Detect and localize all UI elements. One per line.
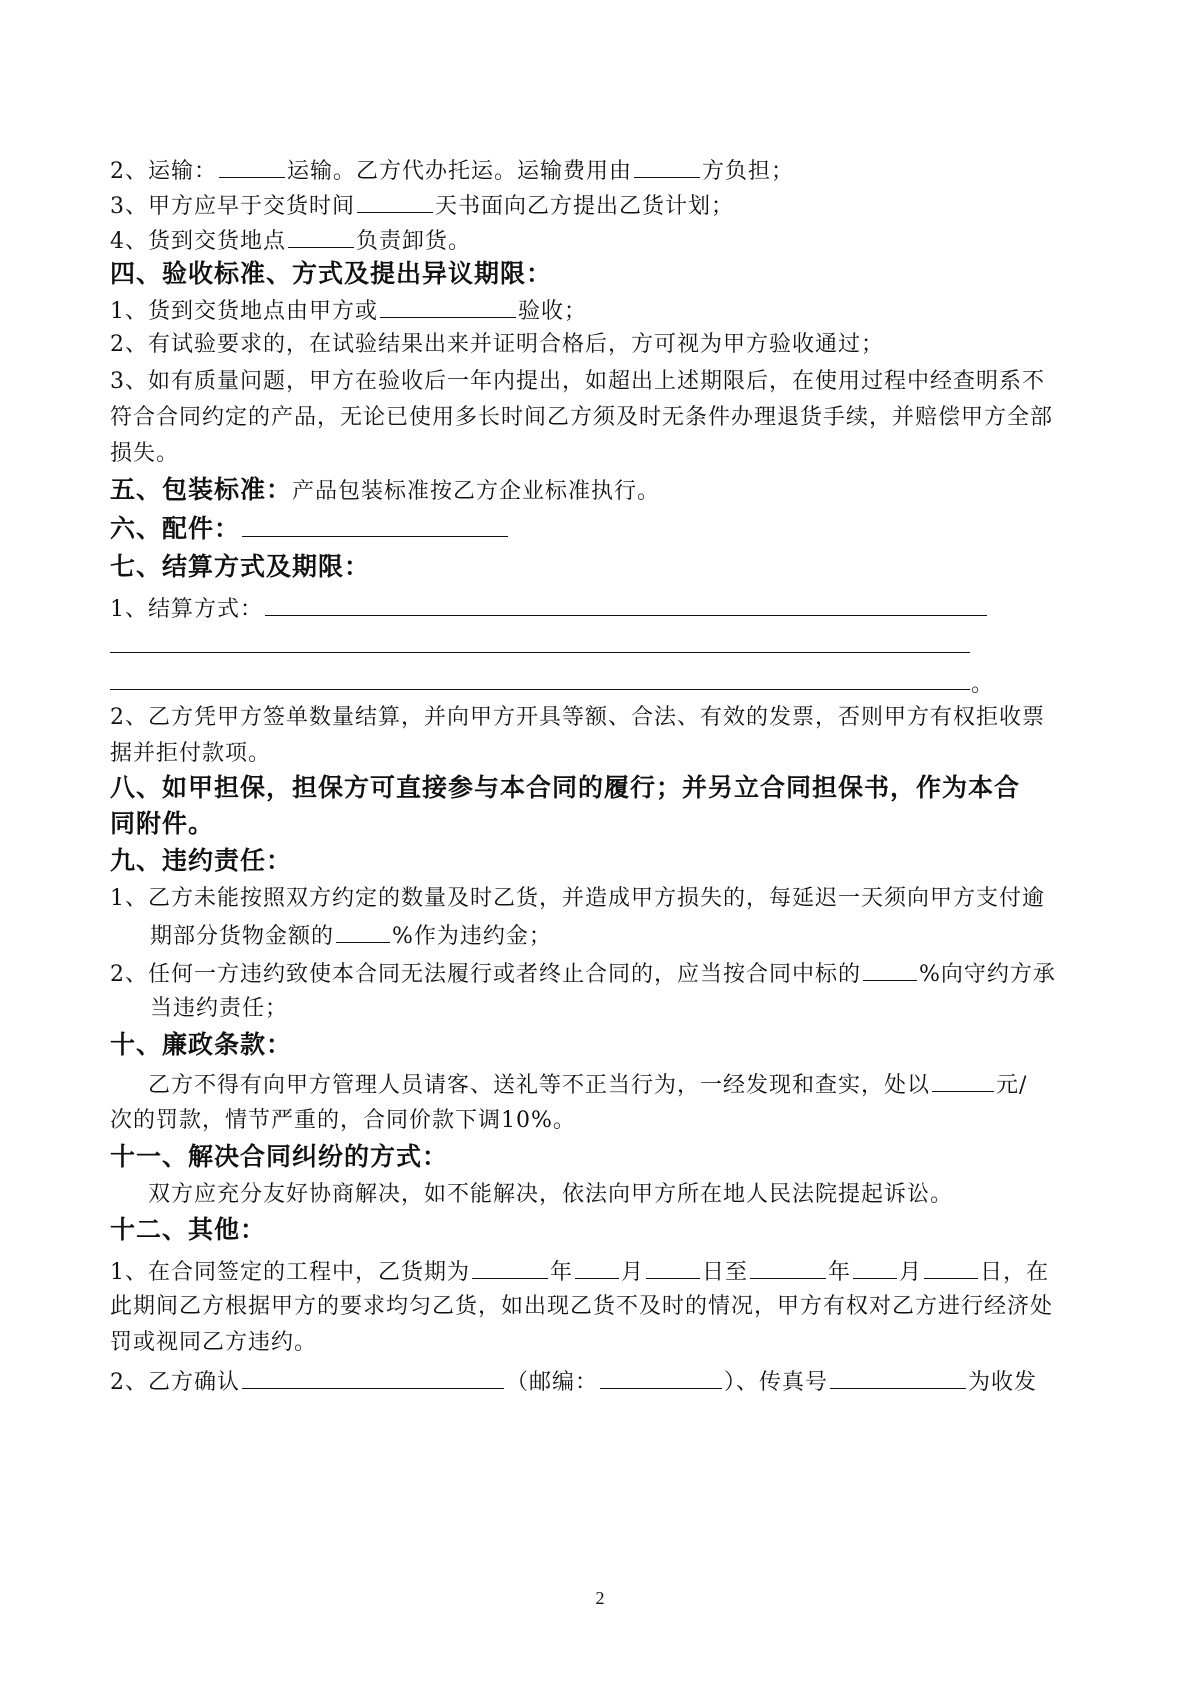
- blank-days-ahead[interactable]: [357, 190, 433, 213]
- blank-transport-mode[interactable]: [219, 155, 285, 178]
- clause-breach-line2: 当违约责任；: [150, 996, 289, 1021]
- clause-quality-line2: 符合合同约定的产品，无论已使用多长时间乙方须及时无条件办理退货手续，并赔偿甲方全部: [110, 405, 1054, 430]
- blank-end-year[interactable]: [750, 1256, 826, 1279]
- settlement-period: 。: [971, 672, 995, 697]
- heading-liability: 九、违约责任：: [110, 846, 293, 875]
- blank-end-day[interactable]: [924, 1256, 978, 1279]
- clause-delivery-period-line2: 此期间乙方根据甲方的要求均匀乙货，如出现乙货不及时的情况，甲方有权对乙方进行经济处: [110, 1294, 1054, 1319]
- heading-settlement: 七、结算方式及期限：: [110, 552, 371, 581]
- heading-guarantee-line2: 同附件。: [110, 809, 215, 838]
- clause-invoice-line2: 据并拒付款项。: [110, 741, 272, 766]
- packaging-text: 产品包装标准按乙方企业标准执行。: [292, 479, 661, 504]
- blank-start-year[interactable]: [472, 1256, 548, 1279]
- clause-confirmation: 2、乙方确认 （邮编： ）、传真号 为收发: [110, 1366, 1037, 1398]
- heading-accessories: 六、配件：: [110, 513, 510, 545]
- blank-address[interactable]: [242, 1366, 504, 1389]
- clause-integrity-line2: 次的罚款，情节严重的，合同价款下调10%。: [110, 1108, 576, 1133]
- clause-transport: 2、运输： 运输。乙方代办托运。运输费用由 方负担；: [110, 155, 794, 187]
- clause-invoice-line1: 2、乙方凭甲方签单数量结算，并向甲方开具等额、合法、有效的发票，否则甲方有权拒收票: [110, 705, 1046, 730]
- blank-unloader[interactable]: [288, 225, 354, 248]
- clause-delivery-plan: 3、甲方应早于交货时间 天书面向乙方提出乙货计划；: [110, 190, 734, 222]
- clause-dispute: 双方应充分友好协商解决，如不能解决，依法向甲方所在地人民法院提起诉讼。: [148, 1182, 954, 1207]
- clause-delay-line1: 1、乙方未能按照双方约定的数量及时乙货，并造成甲方损失的，每延迟一天须向甲方支付逾: [110, 886, 1046, 911]
- blank-start-day[interactable]: [646, 1256, 700, 1279]
- heading-other: 十二、其他：: [110, 1215, 267, 1244]
- clause-acceptance-party: 1、货到交货地点由甲方或 验收；: [110, 295, 587, 327]
- clause-delivery-period-line3: 罚或视同乙方违约。: [110, 1330, 318, 1355]
- clause-quality-line1: 3、如有质量问题，甲方在验收后一年内提出，如超出上述期限后，在使用过程中经查明系不: [110, 369, 1046, 394]
- clause-delay-line2: 期部分货物金额的 %作为违约金；: [150, 920, 552, 952]
- blank-settlement-line3[interactable]: [110, 689, 970, 690]
- blank-start-month[interactable]: [575, 1256, 619, 1279]
- blank-end-month[interactable]: [853, 1256, 897, 1279]
- heading-acceptance: 四、验收标准、方式及提出异议期限：: [110, 259, 553, 288]
- blank-freight-payer[interactable]: [634, 155, 700, 178]
- clause-breach-line1: 2、任何一方违约致使本合同无法履行或者终止合同的，应当按合同中标的 %向守约方承: [110, 958, 1056, 990]
- blank-accessories[interactable]: [242, 514, 508, 537]
- blank-delay-percent[interactable]: [336, 920, 390, 943]
- blank-settlement-line2[interactable]: [110, 652, 970, 653]
- clause-delivery-period-line1: 1、在合同签定的工程中，乙货期为 年 月 日至 年 月 日，在: [110, 1256, 1049, 1288]
- blank-fine-amount[interactable]: [932, 1069, 994, 1092]
- blank-postcode[interactable]: [600, 1366, 722, 1389]
- heading-guarantee-line1: 八、如甲担保，担保方可直接参与本合同的履行；并另立合同担保书，作为本合: [110, 773, 1021, 802]
- heading-integrity: 十、廉政条款：: [110, 1030, 293, 1059]
- heading-dispute: 十一、解决合同纠纷的方式：: [110, 1142, 449, 1171]
- clause-settlement-method: 1、结算方式：: [110, 593, 989, 625]
- clause-quality-line3: 损失。: [110, 441, 180, 466]
- heading-packaging: 五、包装标准：产品包装标准按乙方企业标准执行。: [110, 475, 661, 504]
- clause-integrity-line1: 乙方不得有向甲方管理人员请客、送礼等不正当行为，一经发现和查实，处以 元/: [148, 1069, 1027, 1101]
- clause-unloading: 4、货到交货地点 负责卸货。: [110, 225, 471, 257]
- page-number: 2: [595, 1588, 605, 1608]
- blank-fax[interactable]: [830, 1366, 966, 1389]
- blank-settlement-method[interactable]: [265, 593, 987, 616]
- blank-breach-percent[interactable]: [863, 958, 917, 981]
- blank-acceptance-party[interactable]: [380, 295, 516, 318]
- clause-testing: 2、有试验要求的，在试验结果出来并证明合格后，方可视为甲方验收通过；: [110, 332, 884, 357]
